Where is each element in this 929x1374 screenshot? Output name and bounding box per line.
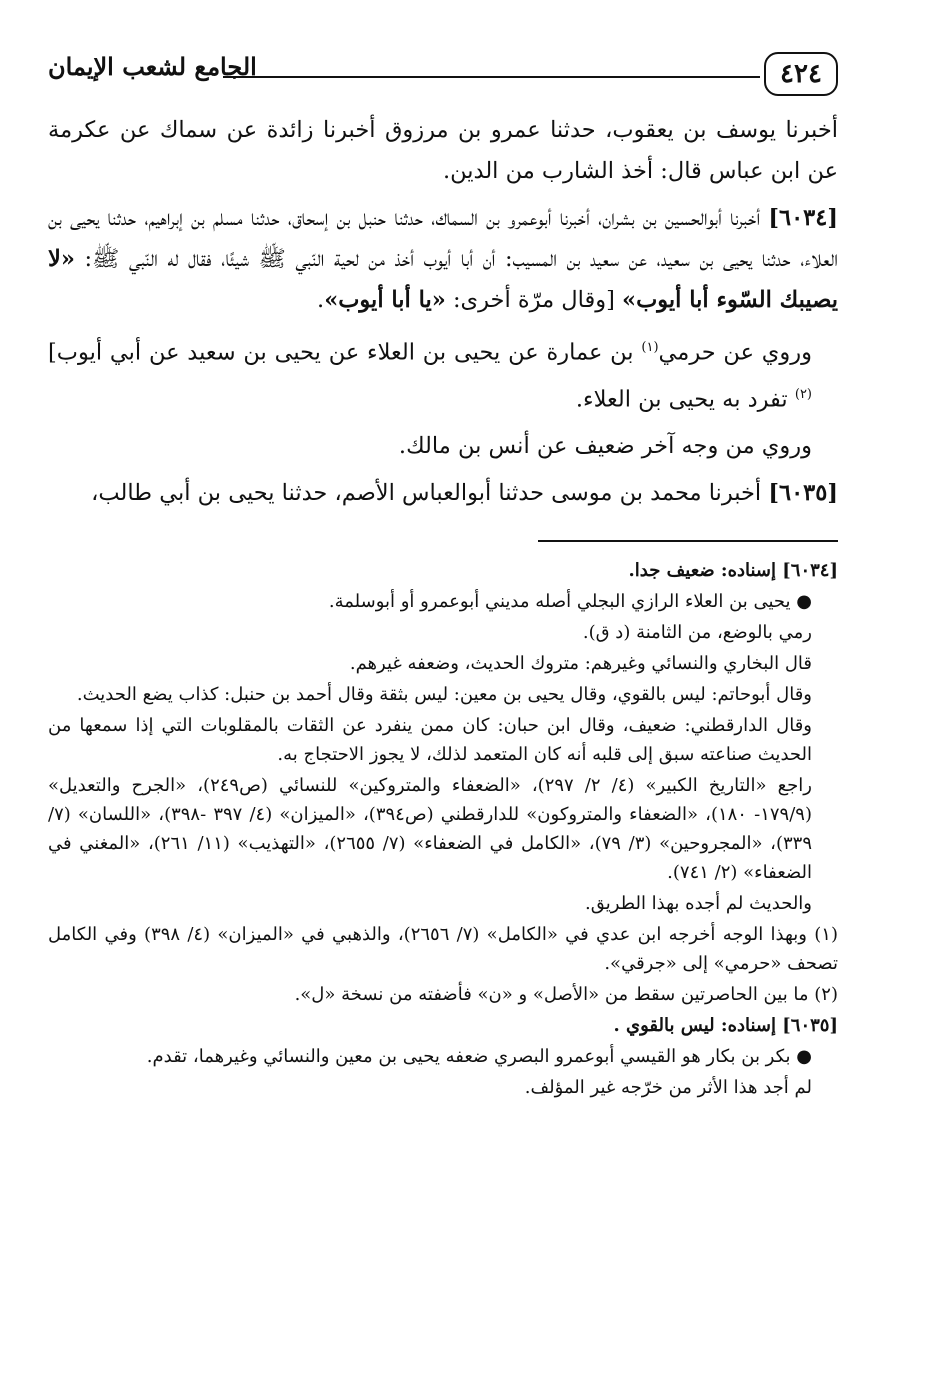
narration-text-b: بن عمارة عن يحيى بن العلاء عن يحيى بن سعيد عن أبي أيوب] xyxy=(48,339,634,366)
hadith-text: أخبرنا أبوالحسين بن بشران، أخبرنا أبوعمرو بن السماك، حدثنا حنبل بن إسحاق، حدثنا مسلم بن إبراهيم، حدثنا يحيى بن العلاء، حدثنا يحيى بن سعيد، عن سعيد بن المسيب: أن أبا أيوب أخذ من لحية النّبي ﷺ شيئًا، فقال له النّبي ﷺ: xyxy=(48,205,838,272)
hadith-number: [٦٠٣٥] xyxy=(768,480,838,506)
narration-text-a: وروي عن حرمي xyxy=(658,339,812,366)
hadith-number: [٦٠٣٤] xyxy=(768,205,838,231)
hadith-text-tail: [وقال مرّة أخرى: xyxy=(452,287,615,313)
narration-text-c: تفرد به يحيى بن العلاء. xyxy=(575,386,788,412)
page-number-box xyxy=(764,52,838,96)
page-number: ٤٢٤ xyxy=(780,59,822,89)
note-line: وقال الدارقطني: ضعيف، وقال ابن حبان: كان ممن ينفرد عن الثقات بالمقلوبات التي إذا سمعها من الحديث صناعته سبق إلى قلبه أنه كان المتعمد لذلك، لا يجوز الاحتجاج به. xyxy=(48,715,812,765)
paragraph-1: أخبرنا يوسف بن يعقوب، حدثنا عمرو بن مرزوق أخبرنا زائدة عن سماك عن عكرمة عن ابن عباس قال: أخذ الشارب من الدين. xyxy=(48,117,838,184)
main-text xyxy=(48,110,838,514)
note-line: والحديث لم أجده بهذا الطريق. xyxy=(585,893,812,914)
footnote-2: (٢) ما بين الحاصرتين سقط من «الأصل» و «ن» فأضفته من نسخة «ل». xyxy=(294,984,838,1005)
hadith-quote: «لا يصيبك السّوء أبا أيوب» xyxy=(48,246,838,313)
book-title: الجامع لشعب الإيمان xyxy=(48,52,257,81)
paragraph-6035 xyxy=(48,473,838,514)
note-6034-heading: [٦٠٣٤] إسناده: ضعيف جدا. xyxy=(628,560,838,581)
note-line: راجع «التاريخ الكبير» (٤/ ٢/ ٢٩٧)، «الضعفاء والمتروكين» للنسائي (ص٢٤٩)، «الجرح والتعديل» (١٧٩/٩- ١٨٠)، «الضعفاء والمتروكون» للدارقطني (ص٣٩٤)، «الميزان» (٤/ ٣٩٧ -٣٩٨)، «اللسان» (٧/ ٣٣٩)، «المجروحين» (٣/ ٧٩)، «الكامل في الضعفاء» (٧/ ٢٦٥٥)، «التهذيب» (١١/ ٢٦١)، «المغني في الضعفاء» (٢/ ٧٤١). xyxy=(48,775,813,883)
hadith-text: أخبرنا محمد بن موسى حدثنا أبوالعباس الأصم، حدثنا يحيى بن أبي طالب، xyxy=(91,480,762,506)
note-line: لم أجد هذا الأثر من خرّجه غير المؤلف. xyxy=(524,1077,812,1098)
paragraph-narration xyxy=(48,327,838,420)
footnote-ref-2: (٢) xyxy=(794,386,812,402)
hadith-text-end: . xyxy=(317,287,325,313)
note-line: رمي بالوضع، من الثامنة (د ق). xyxy=(582,622,812,643)
footnote-separator xyxy=(538,540,838,542)
paragraph-6034 xyxy=(48,198,838,321)
note-line: وقال أبوحاتم: ليس بالقوي، وقال يحيى بن معين: ليس بثقة وقال أحمد بن حنبل: كذاب يضع الحديث. xyxy=(76,684,812,705)
page-header xyxy=(48,40,838,110)
hadith-quote-2: «يا أبا أيوب» xyxy=(324,287,446,313)
footnote-ref-1: (١) xyxy=(641,340,659,355)
note-line: ● يحيى بن العلاء الرازي البجلي أصله مديني أبوعمرو أو أبوسلمة. xyxy=(328,591,812,612)
footnote-1: (١) وبهذا الوجه أخرجه ابن عدي في «الكامل» (٧/ ٢٦٥٦)، والذهبي في «الميزان» (٤/ ٣٩٨) وفي الكامل تصحف «حرمي» إلى «جرقي». xyxy=(48,924,838,974)
header-rule xyxy=(223,76,760,78)
note-6035-heading: [٦٠٣٥] إسناده: ليس بالقوي . xyxy=(613,1015,838,1036)
book-page xyxy=(48,40,838,1104)
paragraph-4: وروي من وجه آخر ضعيف عن أنس بن مالك. xyxy=(398,433,812,459)
note-line: قال البخاري والنسائي وغيرهم: متروك الحديث، وضعفه غيرهم. xyxy=(349,653,812,674)
note-line: ● بكر بن بكار هو القيسي أبوعمرو البصري ضعفه يحيى بن معين والنسائي وغيرهما، تقدم. xyxy=(146,1046,812,1067)
footnotes xyxy=(48,556,838,1102)
